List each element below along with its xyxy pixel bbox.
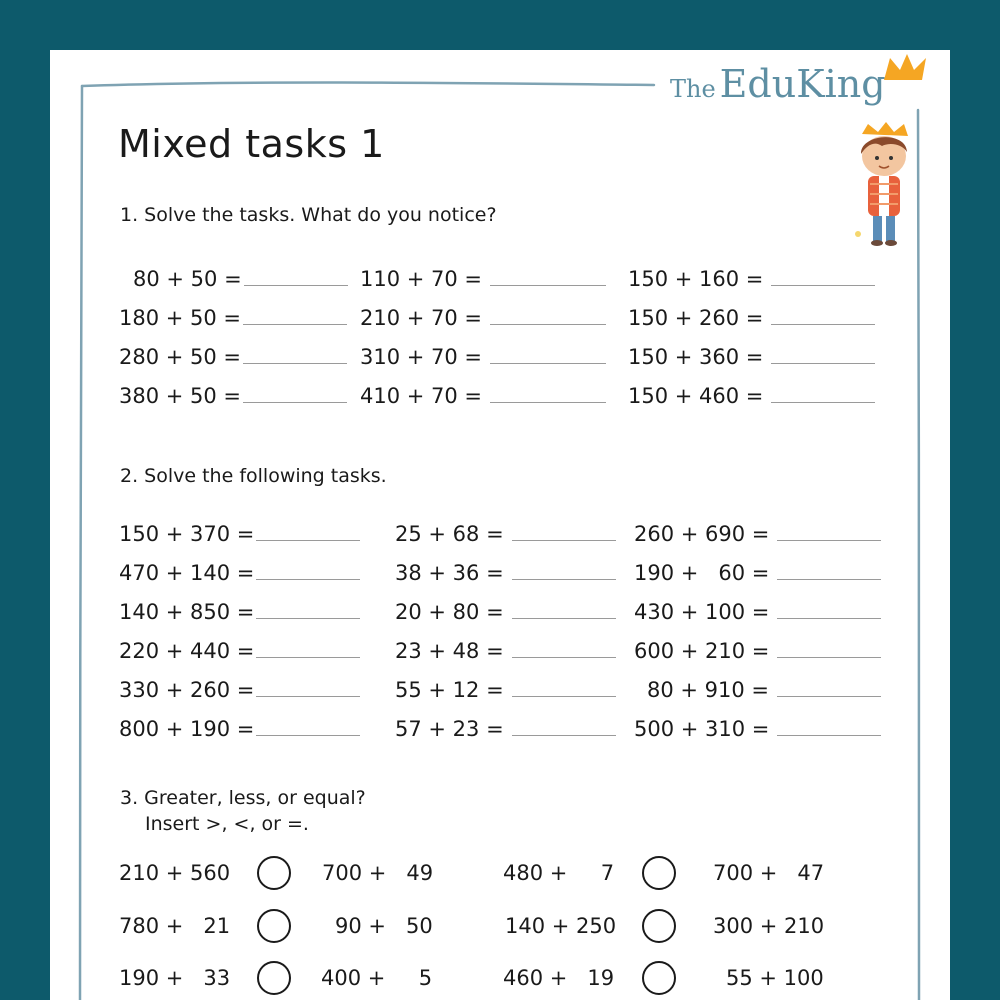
brand-name: EduKing — [719, 62, 886, 106]
task1-instruction: 1. Solve the tasks. What do you notice? — [120, 204, 497, 226]
answer-blank[interactable] — [777, 656, 881, 658]
compare-right-d: 300 + 210 — [713, 914, 825, 938]
task2-equation: 330 + 260 = — [119, 678, 360, 702]
answer-blank[interactable] — [771, 284, 875, 286]
answer-blank[interactable] — [771, 401, 875, 403]
compare-right-b: 700 + 49 — [322, 861, 434, 885]
compare-circle-input[interactable] — [257, 961, 291, 995]
task2-equation: 470 + 140 = — [119, 561, 360, 585]
task2-equation: 220 + 440 = — [119, 639, 360, 663]
task2-equation: 55 + 12 = — [395, 678, 616, 702]
task1-equation: 150 + 160 = — [628, 267, 875, 291]
worksheet — [50, 50, 950, 1000]
answer-blank[interactable] — [512, 539, 616, 541]
answer-blank[interactable] — [256, 734, 360, 736]
brand-logo — [670, 62, 886, 106]
boy-illustration-icon — [844, 122, 924, 248]
answer-blank[interactable] — [512, 695, 616, 697]
answer-blank[interactable] — [490, 323, 606, 325]
answer-blank[interactable] — [777, 734, 881, 736]
answer-blank[interactable] — [490, 362, 606, 364]
task3-instruction — [120, 785, 366, 837]
answer-blank[interactable] — [771, 362, 875, 364]
compare-right-d: 700 + 47 — [713, 861, 825, 885]
answer-blank[interactable] — [256, 578, 360, 580]
answer-blank[interactable] — [243, 323, 347, 325]
compare-left-c: 140 + 250 — [505, 914, 617, 938]
task2-equation: 80 + 910 = — [647, 678, 881, 702]
compare-right-b: 400 + 5 — [321, 966, 433, 990]
answer-blank[interactable] — [777, 539, 881, 541]
answer-blank[interactable] — [243, 401, 347, 403]
compare-right-d: 55 + 100 — [726, 966, 824, 990]
answer-blank[interactable] — [490, 284, 606, 286]
task1-equation: 150 + 460 = — [628, 384, 875, 408]
answer-blank[interactable] — [512, 578, 616, 580]
answer-blank[interactable] — [777, 617, 881, 619]
crown-icon — [880, 52, 930, 84]
compare-left-a: 210 + 560 — [119, 861, 231, 885]
task2-equation: 23 + 48 = — [395, 639, 616, 663]
task1-equation: 380 + 50 = — [119, 384, 347, 408]
task1-equation: 180 + 50 = — [119, 306, 347, 330]
answer-blank[interactable] — [771, 323, 875, 325]
task2-equation: 140 + 850 = — [119, 600, 360, 624]
answer-blank[interactable] — [512, 617, 616, 619]
task3-instruction-line1: 3. Greater, less, or equal? — [120, 787, 366, 809]
task2-equation: 430 + 100 = — [634, 600, 881, 624]
task1-equation: 150 + 360 = — [628, 345, 875, 369]
compare-circle-input[interactable] — [642, 856, 676, 890]
answer-blank[interactable] — [256, 656, 360, 658]
compare-circle-input[interactable] — [257, 856, 291, 890]
task2-equation: 57 + 23 = — [395, 717, 616, 741]
answer-blank[interactable] — [777, 695, 881, 697]
task2-equation: 190 + 60 = — [634, 561, 881, 585]
compare-left-a: 780 + 21 — [119, 914, 231, 938]
compare-left-c: 480 + 7 — [503, 861, 615, 885]
task1-equation: 80 + 50 = — [133, 267, 348, 291]
task2-equation: 25 + 68 = — [395, 522, 616, 546]
answer-blank[interactable] — [512, 656, 616, 658]
task2-equation: 260 + 690 = — [634, 522, 881, 546]
compare-circle-input[interactable] — [642, 909, 676, 943]
task2-equation: 20 + 80 = — [395, 600, 616, 624]
task1-equation: 310 + 70 = — [360, 345, 606, 369]
brand-the: The — [670, 75, 716, 103]
page-title: Mixed tasks 1 — [118, 122, 385, 166]
compare-right-b: 90 + 50 — [335, 914, 433, 938]
task2-instruction: 2. Solve the following tasks. — [120, 465, 387, 487]
compare-circle-input[interactable] — [642, 961, 676, 995]
answer-blank[interactable] — [243, 362, 347, 364]
answer-blank[interactable] — [512, 734, 616, 736]
task2-equation: 150 + 370 = — [119, 522, 360, 546]
compare-left-c: 460 + 19 — [503, 966, 615, 990]
task2-equation: 38 + 36 = — [395, 561, 616, 585]
answer-blank[interactable] — [490, 401, 606, 403]
task2-equation: 500 + 310 = — [634, 717, 881, 741]
answer-blank[interactable] — [256, 695, 360, 697]
task2-equation: 800 + 190 = — [119, 717, 360, 741]
compare-left-a: 190 + 33 — [119, 966, 231, 990]
task1-equation: 410 + 70 = — [360, 384, 606, 408]
answer-blank[interactable] — [244, 284, 348, 286]
compare-circle-input[interactable] — [257, 909, 291, 943]
answer-blank[interactable] — [777, 578, 881, 580]
task1-equation: 280 + 50 = — [119, 345, 347, 369]
task1-equation: 150 + 260 = — [628, 306, 875, 330]
task1-equation: 110 + 70 = — [360, 267, 606, 291]
task2-equation: 600 + 210 = — [634, 639, 881, 663]
task3-instruction-line2: Insert >, <, or =. — [145, 813, 309, 835]
task1-equation: 210 + 70 = — [360, 306, 606, 330]
answer-blank[interactable] — [256, 539, 360, 541]
answer-blank[interactable] — [256, 617, 360, 619]
